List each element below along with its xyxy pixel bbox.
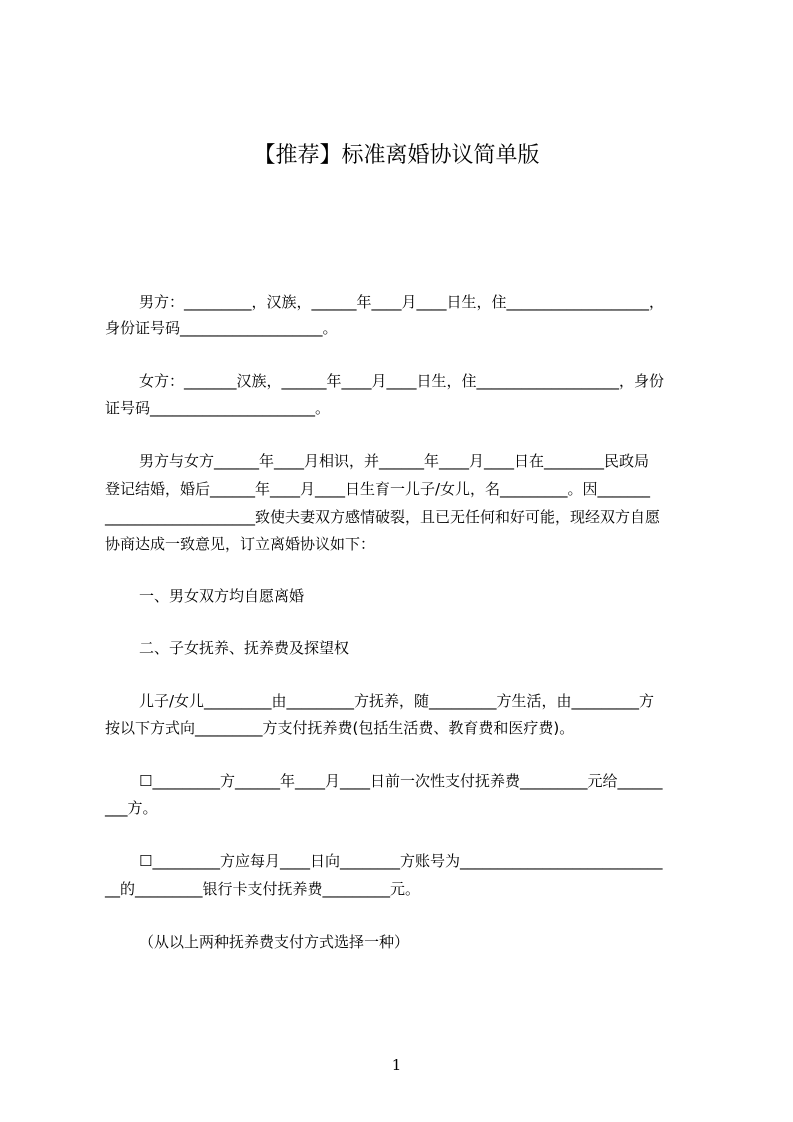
man-info-line-1: 男方：_________，汉族，______年____月____日生，住___________________， bbox=[139, 293, 665, 311]
page-number: 1 bbox=[391, 1056, 402, 1074]
payment-option-1-line-1: ☐_________方______年____月____日前一次性支付抚养费_________元给______ bbox=[139, 772, 663, 790]
payment-option-1-line-2: ___方。 bbox=[105, 799, 158, 817]
section-heading-1: 一、男女双方均自愿离婚 bbox=[139, 587, 305, 605]
marriage-info-line-1: 男方与女方______年____月相识，并______年____月____日在________民政局 bbox=[139, 452, 650, 470]
marriage-info-line-3: ____________________致使夫妻双方感情破裂，且已无任何和好可能，现经双方自愿 bbox=[105, 508, 661, 526]
woman-info-line-1: 女方：_______汉族，______年____月____日生，住___________________，身份 bbox=[139, 372, 665, 390]
custody-line-1: 儿子/女儿_________由_________方抚养，随_________方生活，由_________方 bbox=[139, 692, 655, 710]
woman-info-line-2: 证号码______________________。 bbox=[105, 399, 331, 417]
marriage-info-line-2: 登记结婚，婚后______年____月____日生育一儿子/女儿，名_________。因_______ bbox=[105, 480, 651, 498]
custody-line-2: 按以下方式向_________方支付抚养费(包括生活费、教育费和医疗费)。 bbox=[105, 719, 575, 737]
man-info-line-2: 身份证号码___________________。 bbox=[105, 319, 338, 337]
marriage-info-line-4: 协商达成一致意见，订立离婚协议如下： bbox=[105, 535, 376, 553]
section-heading-2: 二、子女抚养、抚养费及探望权 bbox=[139, 639, 350, 657]
document-title: 【推荐】标准离婚协议简单版 bbox=[253, 143, 540, 168]
payment-choice-note: （从以上两种抚养费支付方式选择一种） bbox=[139, 933, 410, 951]
payment-option-2-line-1: ☐_________方应每月____日向________方账号为___________________________ bbox=[139, 852, 663, 870]
payment-option-2-line-2: __的_________银行卡支付抚养费_________元。 bbox=[105, 880, 421, 898]
